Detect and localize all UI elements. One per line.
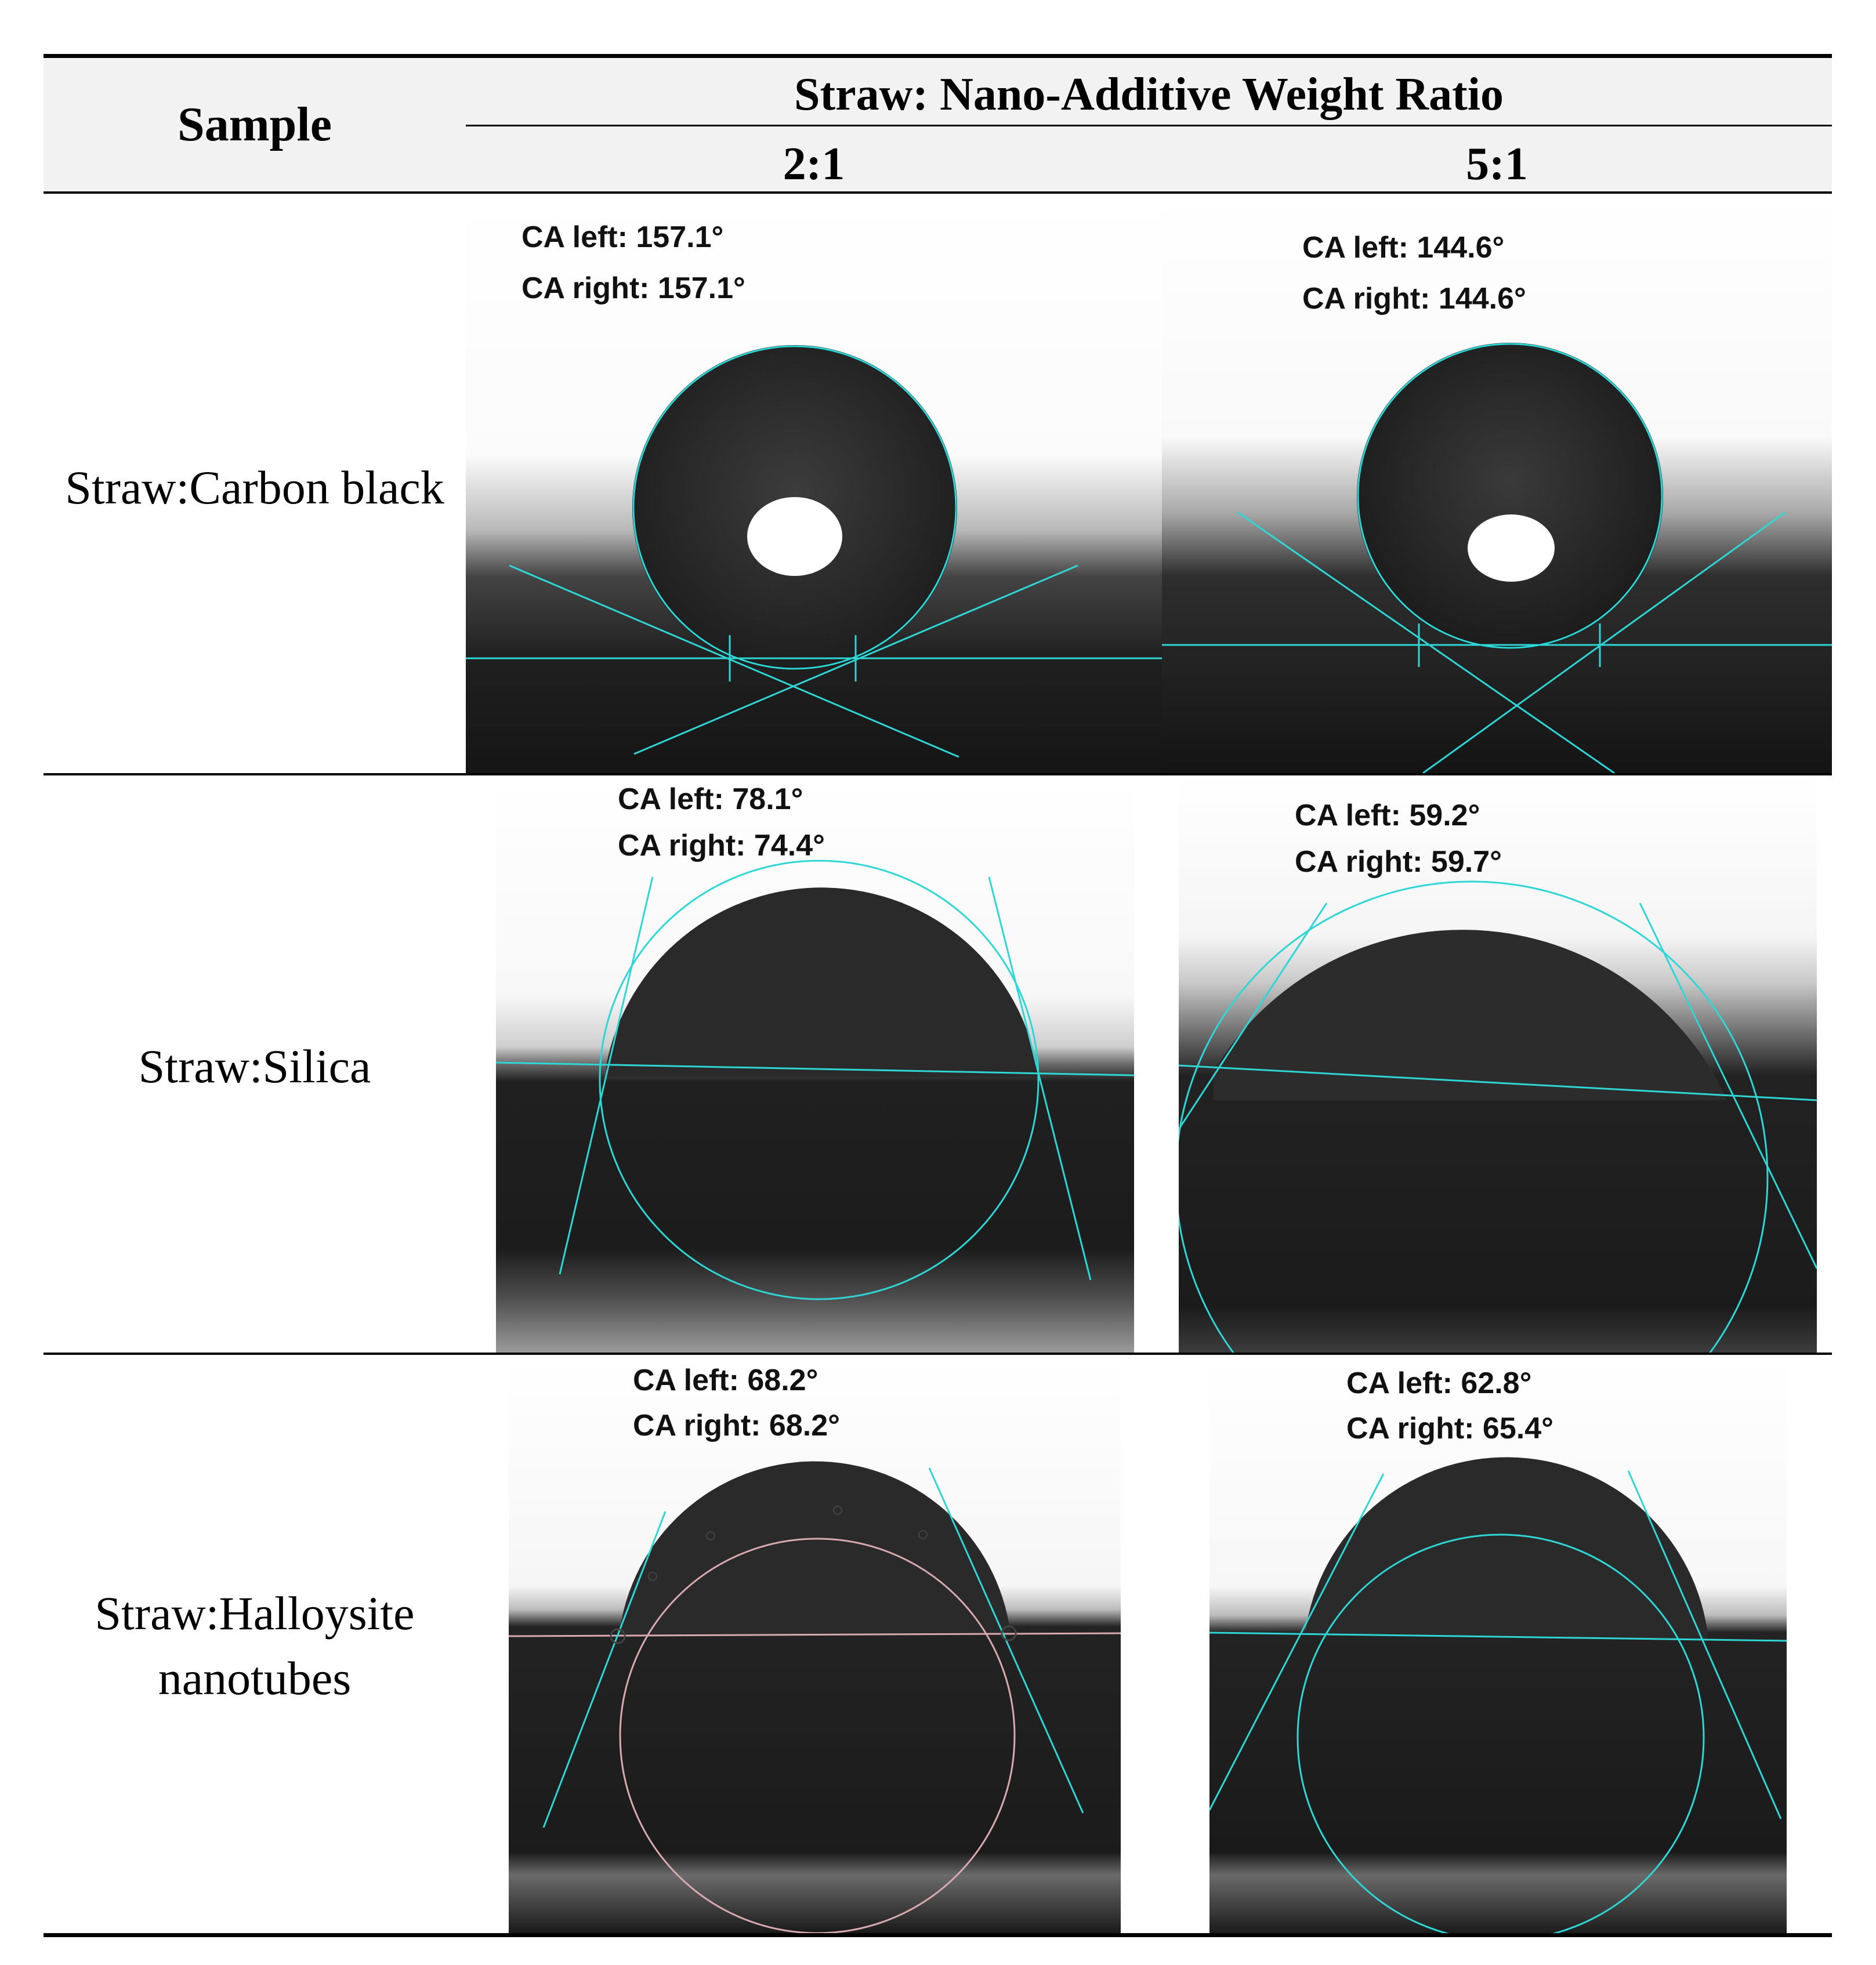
- ca-right-halloysite-2-1: CA right: 68.2°: [633, 1409, 840, 1442]
- ca-left-carbon-black-2-1: CA left: 157.1°: [521, 220, 724, 254]
- droplet-image-silica-5-1: [1179, 775, 1817, 1353]
- ca-left-carbon-black-5-1: CA left: 144.6°: [1302, 231, 1505, 264]
- bottom-rule: [44, 1933, 1832, 1937]
- droplet-image-silica-2-1: [496, 775, 1134, 1353]
- ca-left-silica-5-1: CA left: 59.2°: [1295, 799, 1480, 832]
- top-rule: [44, 54, 1832, 58]
- ca-right-silica-2-1: CA right: 74.4°: [618, 829, 825, 862]
- ca-right-carbon-black-2-1: CA right: 157.1°: [521, 271, 745, 305]
- ca-left-halloysite-2-1: CA left: 68.2°: [633, 1364, 819, 1397]
- header-ratio-2-1: 2:1: [783, 139, 845, 190]
- header-sample: Sample: [177, 97, 332, 151]
- ca-left-silica-2-1: CA left: 78.1°: [618, 782, 803, 816]
- row-label-halloysite-line-1: Straw:Halloysite: [95, 1587, 415, 1640]
- ca-left-halloysite-5-1: CA left: 62.8°: [1346, 1366, 1532, 1400]
- header-weight-ratio: Straw: Nano-Additive Weight Ratio: [794, 69, 1504, 120]
- droplet-image-carbon-black-2-1: [466, 194, 1162, 773]
- droplet-image-halloysite-5-1: [1209, 1355, 1787, 1933]
- row-label-halloysite-line-2: nanotubes: [158, 1652, 352, 1705]
- row-label-halloysite: [44, 1581, 466, 1711]
- row-label-carbon-black: Straw:Carbon black: [65, 461, 444, 514]
- header-ratio-5-1: 5:1: [1466, 139, 1528, 190]
- ca-right-silica-5-1: CA right: 59.7°: [1295, 845, 1502, 879]
- ca-right-halloysite-5-1: CA right: 65.4°: [1346, 1412, 1553, 1445]
- row-label-silica: Straw:Silica: [138, 1040, 371, 1093]
- droplet-image-halloysite-2-1: [509, 1355, 1121, 1933]
- droplet-image-carbon-black-5-1: [1162, 194, 1832, 773]
- ca-right-carbon-black-5-1: CA right: 144.6°: [1302, 282, 1526, 316]
